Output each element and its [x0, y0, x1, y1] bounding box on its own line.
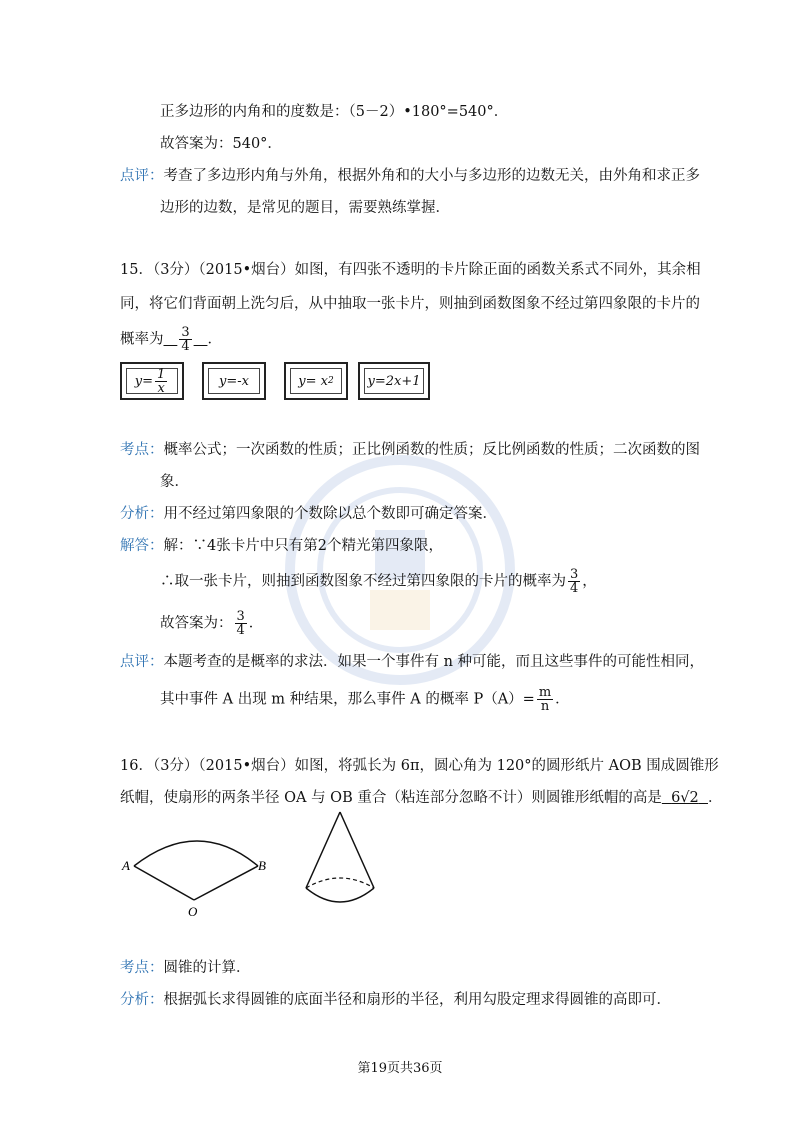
comment-line — [120, 166, 700, 186]
label-a: A — [122, 858, 130, 873]
q15-prefix: 概率为 — [120, 331, 164, 348]
label-b: B — [258, 858, 266, 873]
card-3: y= x 2 — [284, 362, 348, 400]
q15-dianping1: 点评：本题考查的是概率的求法．如果一个事件有 n 种可能，而且这些事件的可能性相同， — [120, 654, 705, 670]
comment-text: 考查了多边形内角与外角，根据外角和的大小与多边形的边数无关，由外角和求正多 — [163, 168, 700, 184]
q16-line2: 纸帽，使扇形的两条半径 OA 与 OB 重合（粘连部分忽略不计）则圆锥形纸帽的高是 6√2 ． — [120, 790, 723, 806]
q15-jieda3: 故答案为： $\frac{3}{4}$ ． — [160, 609, 264, 638]
q15-fenxi: 分析：用不经过第四象限的个数除以总个数即可确定答案． — [120, 506, 497, 522]
q15-line3: 概率为 $\frac{3}{4}$ ． — [120, 325, 222, 354]
q15-jieda1: 解答：解：∵4张卡片中只有第2个精光第四象限， — [120, 538, 443, 554]
q15-kaodian2: 象． — [160, 474, 189, 490]
q16-line1: 16．（3分）（2015•烟台）如图，将弧长为 6π，圆心角为 120°的圆形纸片 AOB 围成圆锥形 — [120, 758, 719, 774]
text-line: 正多边形的内角和的度数是：（5－2）•180°=540°． — [160, 104, 509, 120]
q16-kaodian: 考点：圆锥的计算． — [120, 960, 251, 976]
q15-answer-fraction: $\frac{3}{4}$ — [181, 325, 190, 354]
q16-fenxi: 分析：根据弧长求得圆锥的底面半径和扇形的半径，利用勾股定理求得圆锥的高即可． — [120, 992, 671, 1008]
q15-line1: 15．（3分）（2015•烟台）如图，有四张不透明的卡片除正面的函数关系式不同外，其余相 — [120, 262, 701, 278]
card-1: y= $\frac{1}{x}$ — [120, 362, 184, 400]
text-line: 边形的边数，是常见的题目，需要熟练掌握． — [160, 200, 450, 216]
q15-kaodian: 考点：概率公式；一次函数的性质；正比例函数的性质；反比例函数的性质；二次函数的图 — [120, 442, 700, 458]
cone-figure — [300, 808, 380, 918]
text-line: 故答案为：540°． — [160, 136, 282, 152]
q16-answer: 6√2 — [671, 790, 699, 806]
sector-figure — [118, 828, 278, 920]
card-2: y=-x — [202, 362, 266, 400]
comment-tag: 点评： — [120, 168, 164, 184]
q15-dianping2: 其中事件 A 出现 m 种结果，那么事件 A 的概率 P（A）= $\frac{m}{n}$ ． — [160, 685, 570, 714]
card-4: y=2x+1 — [358, 362, 430, 400]
q15-line2: 同，将它们背面朝上洗匀后，从中抽取一张卡片，则抽到函数图象不经过第四象限的卡片的 — [120, 296, 700, 312]
label-o: O — [188, 904, 198, 919]
q15-jieda2: ∴取一张卡片，则抽到函数图象不经过第四象限的卡片的概率为 $\frac{3}{4}$ ， — [160, 567, 597, 596]
page-footer: 第19页共36页 — [357, 1061, 443, 1076]
